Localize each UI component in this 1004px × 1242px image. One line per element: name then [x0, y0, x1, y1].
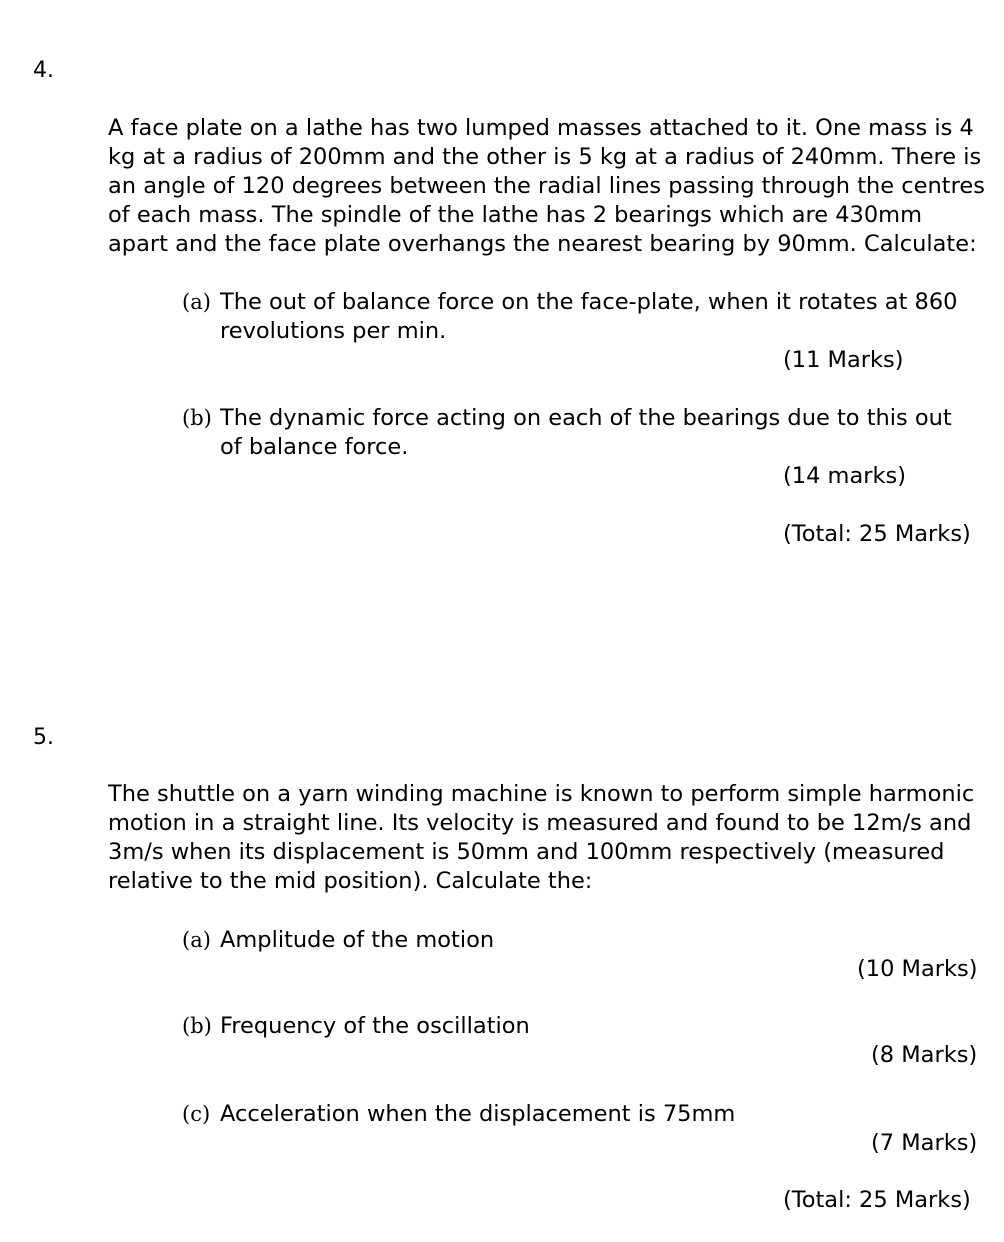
part-marks: (14 marks) [783, 463, 907, 489]
intro-line: relative to the mid position). Calculate the: [108, 868, 593, 894]
question-number: 5. [33, 725, 54, 750]
part-line: of balance force. [220, 434, 409, 460]
question-part [182, 926, 494, 955]
part-line: Frequency of the oscillation [220, 1013, 530, 1039]
part-line: Amplitude of the motion [220, 927, 495, 953]
part-line: Acceleration when the displacement is 75mm [220, 1101, 736, 1127]
part-marks: (11 Marks) [783, 347, 904, 373]
intro-line: A face plate on a lathe has two lumped masses attached to it. One mass is 4 [108, 115, 974, 141]
part-label: (b) [182, 406, 212, 430]
part-label: (a) [182, 290, 211, 314]
question-part [182, 288, 958, 346]
part-label: (a) [182, 928, 211, 952]
part-line: The out of balance force on the face-plate, when it rotates at 860 [220, 289, 958, 315]
part-label: (c) [182, 1102, 211, 1126]
intro-line: apart and the face plate overhangs the nearest bearing by 90mm. Calculate: [108, 231, 977, 257]
question-part [182, 1012, 530, 1041]
question-part [182, 1100, 735, 1129]
intro-line: an angle of 120 degrees between the radial lines passing through the centres [108, 173, 985, 199]
intro-line: of each mass. The spindle of the lathe has 2 bearings which are 430mm [108, 202, 923, 228]
question-intro [108, 114, 988, 259]
intro-line: The shuttle on a yarn winding machine is known to perform simple harmonic [108, 781, 975, 807]
intro-line: kg at a radius of 200mm and the other is 5 kg at a radius of 240mm. There is [108, 144, 982, 170]
question-total: (Total: 25 Marks) [783, 521, 971, 547]
question-number: 4. [33, 58, 54, 83]
part-line: The dynamic force acting on each of the bearings due to this out [220, 405, 952, 431]
intro-line: motion in a straight line. Its velocity is measured and found to be 12m/s and [108, 810, 972, 836]
question-intro [108, 780, 988, 896]
part-line: revolutions per min. [220, 318, 447, 344]
part-marks: (7 Marks) [871, 1130, 978, 1156]
part-marks: (10 Marks) [857, 956, 978, 982]
intro-line: 3m/s when its displacement is 50mm and 100mm respectively (measured [108, 839, 945, 865]
part-marks: (8 Marks) [871, 1042, 978, 1068]
question-part [182, 404, 952, 462]
part-label: (b) [182, 1014, 212, 1038]
question-total: (Total: 25 Marks) [783, 1187, 971, 1213]
